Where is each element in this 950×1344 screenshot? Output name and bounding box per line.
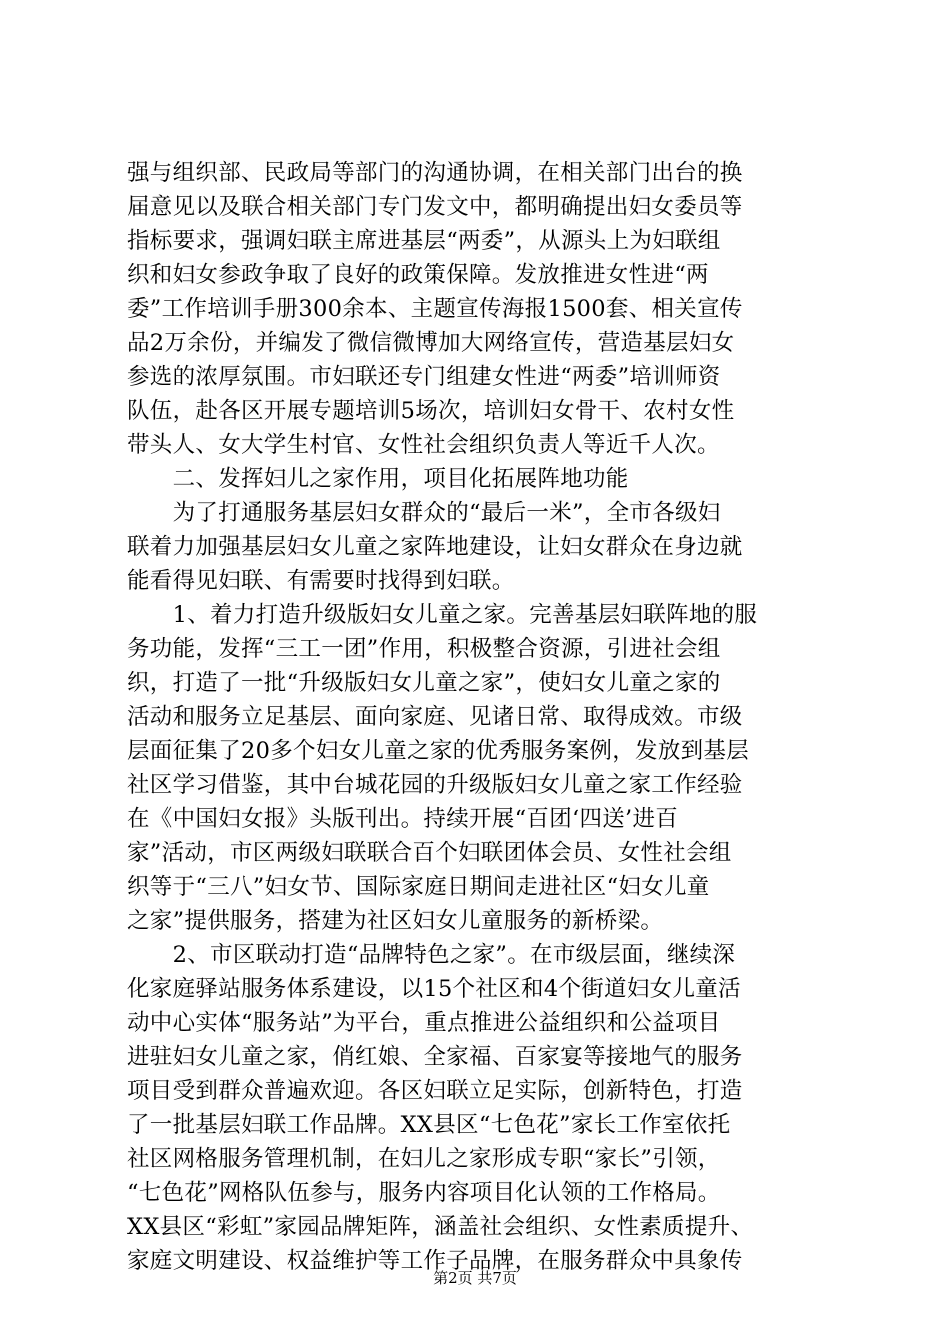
text-line: 织等于“三八”妇女节、国际家庭日期间走进社区“妇女儿童 [127, 874, 710, 900]
text-line: 化家庭驿站服务体系建设，以15个社区和4个街道妇女儿童活 [127, 976, 741, 1002]
text-line: 活动和服务立足基层、面向家庭、见诸日常、取得成效。市级 [127, 704, 743, 730]
text-line: 了一批基层妇联工作品牌。XX县区“七色花”家长工作室依托 [127, 1112, 731, 1138]
text-line: 家”活动，市区两级妇联联合百个妇联团体会员、女性社会组 [127, 840, 732, 866]
text-line: 家庭文明建设、权益维护等工作子品牌，在服务群众中具象传 [127, 1248, 743, 1274]
text-line: 在《中国妇女报》头版刊出。持续开展“百团‘四送’进百 [127, 806, 679, 832]
text-line: 织，打造了一批“升级版妇女儿童之家”，使妇女儿童之家的 [127, 670, 721, 696]
text-line: 社区网格服务管理机制，在妇儿之家形成专职“家长”引领， [127, 1146, 721, 1172]
text-line: 动中心实体“服务站”为平台，重点推进公益组织和公益项目 [127, 1010, 721, 1036]
document-body [127, 156, 837, 1278]
text-line: 强与组织部、民政局等部门的沟通协调，在相关部门出台的换 [127, 160, 743, 186]
text-line: 指标要求，强调妇联主席进基层“两委”，从源头上为妇联组 [127, 228, 721, 254]
page-number-footer: 第2页 共7页 [433, 1269, 517, 1287]
text-line: 带头人、女大学生村官、女性社会组织负责人等近千人次。 [127, 432, 720, 458]
text-line: 进驻妇女儿童之家，俏红娘、全家福、百家宴等接地气的服务 [127, 1044, 743, 1070]
text-line: 队伍，赴各区开展专题培训5场次，培训妇女骨干、农村女性 [127, 398, 735, 424]
text-line: 为了打通服务基层妇女群众的“最后一米”，全市各级妇 [127, 500, 721, 526]
text-line: 参选的浓厚氛围。市妇联还专门组建女性进“两委”培训师资 [127, 364, 721, 390]
text-line: 品2万余份，并编发了微信微博加大网络宣传，营造基层妇女 [127, 330, 735, 356]
text-line: 1、着力打造升级版妇女儿童之家。完善基层妇联阵地的服 [127, 602, 758, 628]
section-heading: 二、发挥妇儿之家作用，项目化拓展阵地功能 [127, 466, 629, 492]
text-line: XX县区“彩虹”家园品牌矩阵，涵盖社会组织、女性素质提升、 [127, 1214, 754, 1240]
text-line: 2、市区联动打造“品牌特色之家”。在市级层面，继续深 [127, 942, 736, 968]
text-line: 项目受到群众普遍欢迎。各区妇联立足实际，创新特色，打造 [127, 1078, 743, 1104]
text-line: 委”工作培训手册300余本、主题宣传海报1500套、相关宣传 [127, 296, 743, 322]
text-line: 能看得见妇联、有需要时找得到妇联。 [127, 568, 515, 594]
text-line: 织和妇女参政争取了良好的政策保障。发放推进女性进“两 [127, 262, 709, 288]
text-line: 层面征集了20多个妇女儿童之家的优秀服务案例，发放到基层 [127, 738, 750, 764]
text-line: 之家”提供服务，搭建为社区妇女儿童服务的新桥梁。 [127, 908, 664, 934]
text-line: 联着力加强基层妇女儿童之家阵地建设，让妇女群众在身边就 [127, 534, 743, 560]
text-line: 届意见以及联合相关部门专门发文中，都明确提出妇女委员等 [127, 194, 743, 220]
text-line: “七色花”网格队伍参与，服务内容项目化认领的工作格局。 [127, 1180, 721, 1206]
text-line: 社区学习借鉴，其中台城花园的升级版妇女儿童之家工作经验 [127, 772, 743, 798]
text-line: 务功能，发挥“三工一团”作用，积极整合资源，引进社会组 [127, 636, 721, 662]
